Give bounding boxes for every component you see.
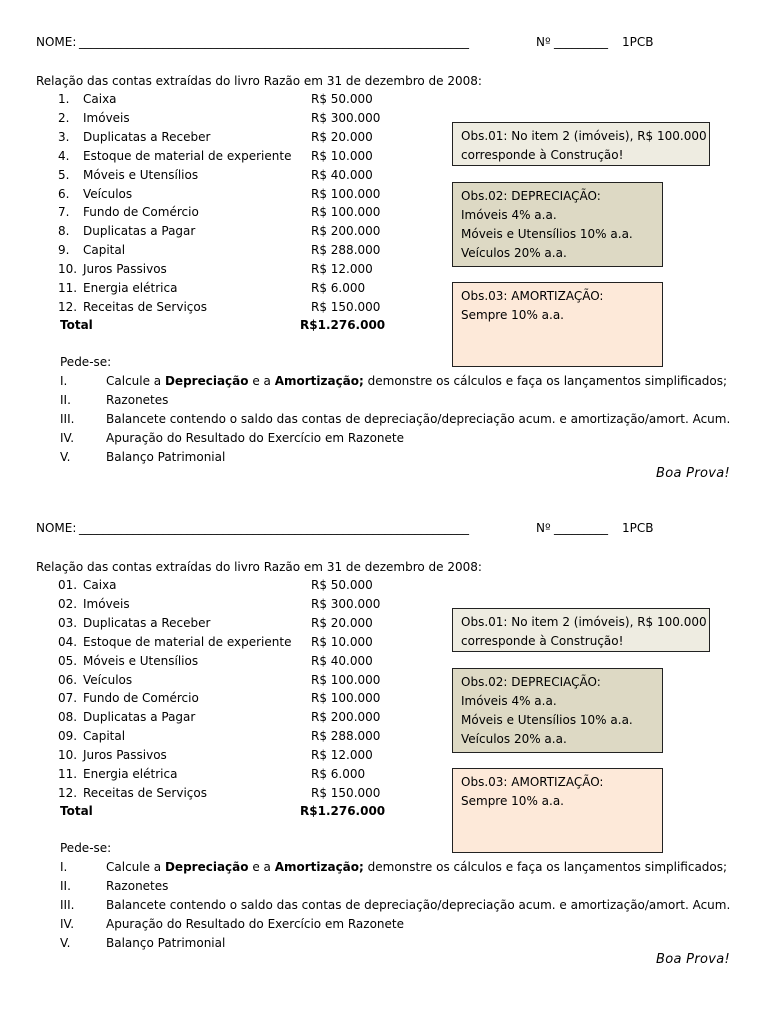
account-number: 08.: [58, 710, 78, 725]
account-number: 01.: [58, 578, 78, 592]
account-number: 3.: [58, 129, 70, 144]
obs2-line: Imóveis 4% a.a.: [461, 208, 557, 222]
obs3-line: Sempre 10% a.a.: [461, 794, 564, 808]
account-number: 10.: [58, 748, 78, 763]
account-value: R$ 100.000: [311, 186, 381, 201]
account-value: R$ 6.000: [311, 281, 366, 295]
obs3-box: [452, 768, 663, 853]
account-name: Receitas de Serviços: [83, 785, 207, 800]
account-value: R$ 150.000: [311, 299, 381, 314]
numero-line: _________: [554, 35, 608, 49]
account-number: 4.: [58, 148, 70, 163]
task-text: Razonetes: [106, 878, 169, 893]
account-value: R$ 288.000: [311, 243, 381, 258]
nome-label: NOME:: [36, 35, 77, 49]
account-name: Móveis e Utensílios: [83, 167, 199, 182]
account-name: Fundo de Comércio: [83, 691, 199, 706]
account-value: R$ 40.000: [311, 167, 373, 182]
account-value: R$ 300.000: [311, 596, 381, 611]
obs1-line: Obs.01: No item 2 (imóveis), R$ 100.000: [461, 129, 707, 143]
obs3-box: [452, 282, 663, 367]
account-name: Duplicatas a Receber: [83, 615, 211, 630]
nome-line: _________________________________________________________________: [79, 35, 469, 49]
closing-text: Boa Prova!: [656, 952, 730, 967]
task-text-part: e a: [248, 860, 275, 874]
obs1-line: Obs.01: No item 2 (imóveis), R$ 100.000: [461, 615, 707, 629]
turma-label: 1PCB: [622, 521, 654, 535]
task-text: Apuração do Resultado do Exercício em Razonete: [106, 916, 404, 931]
account-name: Veículos: [83, 186, 133, 201]
account-number: 12.: [58, 785, 78, 800]
obs2-line: Veículos 20% a.a.: [461, 246, 567, 260]
task-bold-depreciacao: Depreciação: [164, 860, 249, 874]
account-number: 05.: [58, 653, 78, 668]
account-name: Estoque de material de experiente: [83, 634, 292, 649]
obs3-line: Obs.03: AMORTIZAÇÃO:: [461, 289, 604, 303]
obs2-line: Móveis e Utensílios 10% a.a.: [461, 713, 633, 727]
task-number: II.: [60, 878, 71, 893]
account-number: 03.: [58, 615, 78, 630]
account-name: Duplicatas a Pagar: [83, 710, 196, 725]
account-value: R$ 100.000: [311, 672, 381, 687]
task-number: II.: [60, 392, 71, 407]
task-text: Balanço Patrimonial: [106, 935, 226, 950]
account-name: Juros Passivos: [83, 748, 167, 763]
account-name: Imóveis: [83, 596, 130, 611]
intro-text: Relação das contas extraídas do livro Razão em 31 de dezembro de 2008:: [36, 74, 482, 88]
numero-line: _________: [554, 521, 608, 535]
task-number: I.: [60, 374, 68, 388]
obs2-line: Veículos 20% a.a.: [461, 732, 567, 746]
task-text: [106, 374, 727, 389]
account-value: R$ 288.000: [311, 729, 381, 744]
account-value: R$ 12.000: [311, 262, 373, 277]
pede-se-label: Pede-se:: [60, 841, 112, 855]
total-value: R$1.276.000: [300, 318, 386, 332]
closing-text: Boa Prova!: [656, 466, 730, 481]
obs1-line: corresponde à Construção!: [461, 634, 624, 648]
task-bold-amortizacao: Amortização;: [274, 860, 364, 874]
account-value: R$ 6.000: [311, 767, 366, 781]
account-value: R$ 200.000: [311, 710, 381, 725]
account-number: 02.: [58, 596, 78, 611]
task-bold-depreciacao: Depreciação: [164, 374, 249, 388]
obs2-line: Obs.02: DEPRECIAÇÃO:: [461, 675, 601, 689]
account-value: R$ 20.000: [311, 615, 373, 630]
turma-label: 1PCB: [622, 35, 654, 49]
account-value: R$ 12.000: [311, 748, 373, 763]
obs3-line: Sempre 10% a.a.: [461, 308, 564, 322]
task-text-part: e a: [248, 374, 275, 388]
account-number: 8.: [58, 224, 70, 239]
task-number: III.: [60, 411, 75, 426]
account-value: R$ 10.000: [311, 148, 373, 163]
account-number: 07.: [58, 691, 78, 706]
account-name: Capital: [83, 243, 126, 258]
account-number: 10.: [58, 262, 78, 277]
task-text: Balancete contendo o saldo das contas de depreciação/depreciação acum. e amortização/amort. Acum.: [106, 411, 731, 426]
task-text: Balancete contendo o saldo das contas de depreciação/depreciação acum. e amortização/amort. Acum.: [106, 897, 731, 912]
account-number: 11.: [58, 767, 78, 781]
account-name: Energia elétrica: [83, 281, 178, 295]
numero-label: Nº: [536, 35, 551, 49]
account-number: 2.: [58, 110, 70, 125]
obs2-line: Obs.02: DEPRECIAÇÃO:: [461, 189, 601, 203]
account-value: R$ 100.000: [311, 205, 381, 220]
account-number: 5.: [58, 167, 70, 182]
account-name: Juros Passivos: [83, 262, 167, 277]
task-text-part: Calcule a: [106, 860, 165, 874]
intro-text: Relação das contas extraídas do livro Razão em 31 de dezembro de 2008:: [36, 560, 482, 574]
account-value: R$ 50.000: [311, 578, 373, 592]
task-text-part: demonstre os cálculos e faça os lançamentos simplificados;: [363, 374, 728, 388]
account-number: 1.: [58, 92, 70, 106]
obs2-line: Móveis e Utensílios 10% a.a.: [461, 227, 633, 241]
account-value: R$ 150.000: [311, 785, 381, 800]
account-number: 09.: [58, 729, 78, 744]
account-name: Veículos: [83, 672, 133, 687]
account-name: Estoque de material de experiente: [83, 148, 292, 163]
account-number: 12.: [58, 299, 78, 314]
account-name: Capital: [83, 729, 126, 744]
obs3-line: Obs.03: AMORTIZAÇÃO:: [461, 775, 604, 789]
account-value: R$ 200.000: [311, 224, 381, 239]
account-value: R$ 20.000: [311, 129, 373, 144]
obs2-box: [452, 668, 663, 753]
account-name: Fundo de Comércio: [83, 205, 199, 220]
account-name: Receitas de Serviços: [83, 299, 207, 314]
task-number: IV.: [60, 430, 75, 445]
total-value: R$1.276.000: [300, 804, 386, 818]
obs1-box: [452, 608, 710, 652]
account-number: 06.: [58, 672, 78, 687]
account-value: R$ 40.000: [311, 653, 373, 668]
account-number: 04.: [58, 634, 78, 649]
account-name: Imóveis: [83, 110, 130, 125]
task-text: Balanço Patrimonial: [106, 449, 226, 464]
task-number: V.: [60, 449, 71, 464]
pede-se-label: Pede-se:: [60, 355, 112, 369]
numero-label: Nº: [536, 521, 551, 535]
nome-line: _________________________________________________________________: [79, 521, 469, 535]
account-name: Energia elétrica: [83, 767, 178, 781]
account-name: Móveis e Utensílios: [83, 653, 199, 668]
task-text-part: demonstre os cálculos e faça os lançamentos simplificados;: [363, 860, 728, 874]
obs2-line: Imóveis 4% a.a.: [461, 694, 557, 708]
account-value: R$ 300.000: [311, 110, 381, 125]
obs1-line: corresponde à Construção!: [461, 148, 624, 162]
task-text: [106, 860, 727, 875]
obs1-box: [452, 122, 710, 166]
account-number: 9.: [58, 243, 70, 258]
nome-label: NOME:: [36, 521, 77, 535]
task-text: Apuração do Resultado do Exercício em Razonete: [106, 430, 404, 445]
task-number: III.: [60, 897, 75, 912]
account-value: R$ 10.000: [311, 634, 373, 649]
task-number: I.: [60, 860, 68, 874]
task-number: V.: [60, 935, 71, 950]
account-value: R$ 50.000: [311, 92, 373, 106]
task-bold-amortizacao: Amortização;: [274, 374, 364, 388]
total-label: Total: [60, 318, 93, 332]
obs2-box: [452, 182, 663, 267]
account-name: Caixa: [83, 578, 117, 592]
account-number: 7.: [58, 205, 70, 220]
account-value: R$ 100.000: [311, 691, 381, 706]
task-text: Razonetes: [106, 392, 169, 407]
task-text-part: Calcule a: [106, 374, 165, 388]
account-name: Duplicatas a Receber: [83, 129, 211, 144]
account-number: 6.: [58, 186, 70, 201]
account-number: 11.: [58, 281, 78, 295]
account-name: Duplicatas a Pagar: [83, 224, 196, 239]
task-number: IV.: [60, 916, 75, 931]
total-label: Total: [60, 804, 93, 818]
account-name: Caixa: [83, 92, 117, 106]
